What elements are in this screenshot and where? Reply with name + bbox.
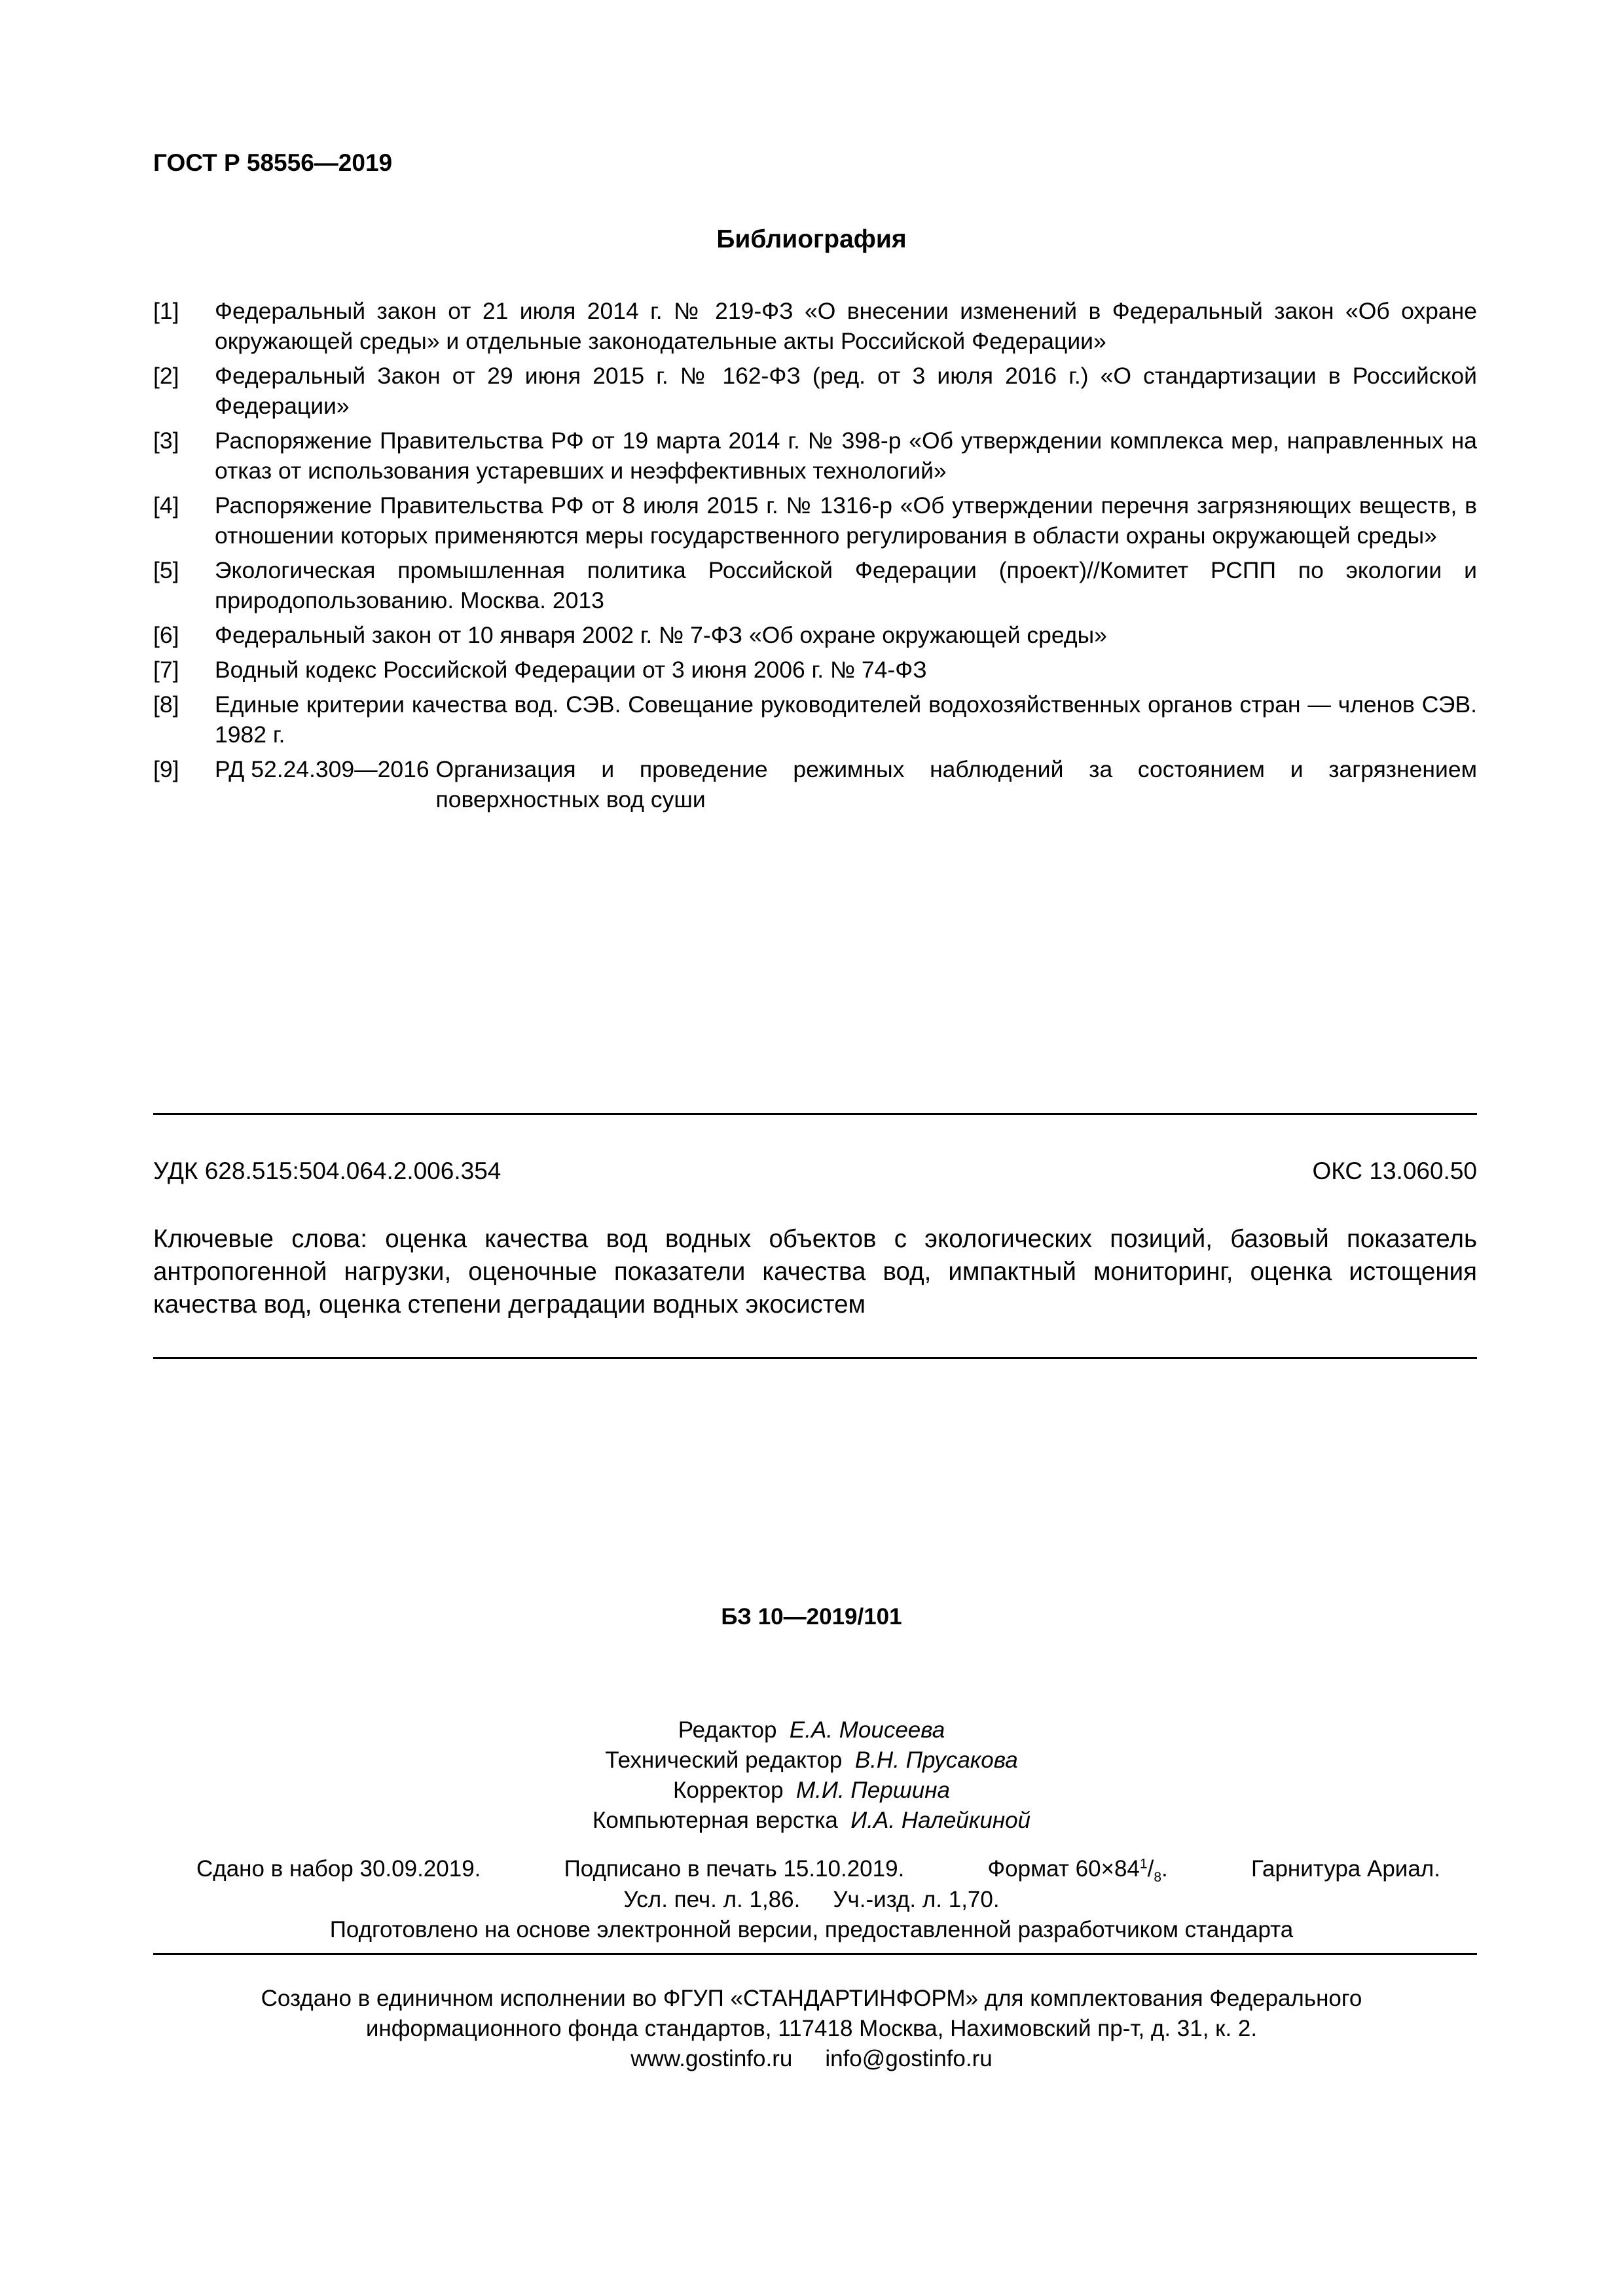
- paper-format: Формат $60\times 84^1/_8$.: [987, 1856, 1168, 1885]
- publisher-sheets: Уч.-изд. л. 1,70.: [833, 1887, 1000, 1912]
- staff-line: [0, 1745, 1623, 1776]
- prepared-note: Подготовлено на основе электронной версии, предоставленной разработчиком стандарта: [329, 1917, 1294, 1942]
- staff-name: И.А. Налейкиной: [850, 1808, 1031, 1833]
- bibliography-item: [153, 490, 1477, 551]
- bibliography-item-text: Федеральный Закон от 29 июня 2015 г. № 162-ФЗ (ред. от 3 июля 2016 г.) «О стандартизации в Российской Федерации»: [215, 363, 1477, 419]
- bibliography-list: [153, 296, 1477, 819]
- typeface: Гарнитура Ариал.: [1251, 1856, 1440, 1882]
- document-code: ГОСТ Р 58556—2019: [153, 149, 393, 176]
- footer-contacts: [0, 2044, 1623, 2074]
- staff-credits: [0, 1715, 1623, 1836]
- bibliography-item-number: [6]: [153, 622, 179, 648]
- submitted-date: Сдано в набор 30.09.2019.: [196, 1856, 481, 1882]
- divider: [153, 1113, 1477, 1115]
- bibliography-item-text: Водный кодекс Российской Федерации от 3 июня 2006 г. № 74-ФЗ: [215, 657, 927, 683]
- bibliography-item-body: [215, 754, 1477, 814]
- staff-name: В.Н. Прусакова: [854, 1747, 1018, 1773]
- bibliography-item: [153, 426, 1477, 486]
- staff-line: [0, 1806, 1623, 1836]
- bibliography-item-number: [4]: [153, 492, 179, 519]
- bibliography-item-number: [1]: [153, 298, 179, 324]
- publication-info: [196, 1856, 1440, 1886]
- bibliography-item-text: Экологическая промышленная политика Российской Федерации (проект)//Комитет РСПП по экологии и природопользованию. Москва. 2013: [215, 557, 1477, 613]
- website-link[interactable]: www.gostinfo.ru: [630, 2046, 793, 2071]
- document-reference-code: РД 52.24.309—2016: [215, 756, 429, 782]
- print-sheets: [0, 1887, 1623, 1913]
- staff-line: [0, 1776, 1623, 1806]
- bibliography-item: [153, 620, 1477, 650]
- bibliography-item: [153, 555, 1477, 615]
- bibliography-item: [153, 296, 1477, 356]
- bibliography-item-text: Распоряжение Правительства РФ от 8 июля 2015 г. № 1316-р «Об утверждении перечня загрязняющих веществ, в отношении которых применяются меры государственного регулирования в области охраны окружающей среды»: [215, 492, 1477, 549]
- divider: [153, 1357, 1477, 1359]
- bibliography-item: [153, 689, 1477, 750]
- staff-role: Корректор: [673, 1777, 784, 1803]
- bibliography-item-text: Организация и проведение режимных наблюдений за состоянием и загрязнением поверхностных вод суши: [435, 756, 1477, 812]
- bibliography-item: [153, 361, 1477, 421]
- bz-number: БЗ 10—2019/101: [721, 1604, 902, 1630]
- bibliography-item-number: [2]: [153, 363, 179, 389]
- divider: [153, 1953, 1477, 1955]
- bibliography-item-number: [8]: [153, 691, 179, 718]
- staff-line: [0, 1715, 1623, 1745]
- bibliography-item-number: [9]: [153, 756, 179, 782]
- bibliography-item: [153, 754, 1477, 814]
- keywords-label: Ключевые слова:: [153, 1225, 367, 1253]
- publisher-footer: [0, 1984, 1623, 2074]
- bibliography-item-text: Единые критерии качества вод. СЭВ. Совещание руководителей водохозяйственных органов стран — членов СЭВ. 1982 г.: [215, 691, 1477, 748]
- signed-date: Подписано в печать 15.10.2019.: [564, 1856, 905, 1882]
- bibliography-item-text: Федеральный закон от 10 января 2002 г. № 7-ФЗ «Об охране окружающей среды»: [215, 622, 1107, 648]
- staff-role: Редактор: [678, 1717, 777, 1743]
- email-link[interactable]: info@gostinfo.ru: [825, 2046, 993, 2071]
- bibliography-title: Библиография: [716, 225, 907, 253]
- bibliography-item-text: Федеральный закон от 21 июля 2014 г. № 219-ФЗ «О внесении изменений в Федеральный закон «Об охране окружающей среды» и отдельные законодательные акты Российской Федерации»: [215, 298, 1477, 354]
- staff-name: Е.А. Моисеева: [789, 1717, 945, 1743]
- bibliography-item-number: [5]: [153, 557, 179, 583]
- staff-role: Технический редактор: [605, 1747, 843, 1773]
- bibliography-item-number: [3]: [153, 428, 179, 454]
- udk-code: УДК 628.515:504.064.2.006.354: [153, 1157, 501, 1184]
- oks-code: ОКС 13.060.50: [1312, 1157, 1477, 1184]
- bibliography-item-number: [7]: [153, 657, 179, 683]
- bibliography-item-text: Распоряжение Правительства РФ от 19 марта 2014 г. № 398-р «Об утверждении комплекса мер, направленных на отказ от использования устаревших и неэффективных технологий»: [215, 428, 1477, 484]
- staff-role: Компьютерная верстка: [592, 1808, 838, 1833]
- footer-line: Создано в единичном исполнении во ФГУП «СТАНДАРТИНФОРМ» для комплектования Федерального: [261, 1986, 1362, 2011]
- bibliography-item: [153, 655, 1477, 685]
- keywords: [153, 1223, 1477, 1321]
- footer-line: информационного фонда стандартов, 117418 Москва, Нахимовский пр-т, д. 31, к. 2.: [365, 2016, 1258, 2041]
- keywords-text: оценка качества вод водных объектов с экологических позиций, базовый показатель антропогенной нагрузки, оценочные показатели качества вод, импактный мониторинг, оценка истощения качества вод, оценка степени деградации водных экосистем: [153, 1225, 1477, 1319]
- printed-sheets: Усл. печ. л. 1,86.: [623, 1887, 801, 1912]
- staff-name: М.И. Першина: [796, 1777, 950, 1803]
